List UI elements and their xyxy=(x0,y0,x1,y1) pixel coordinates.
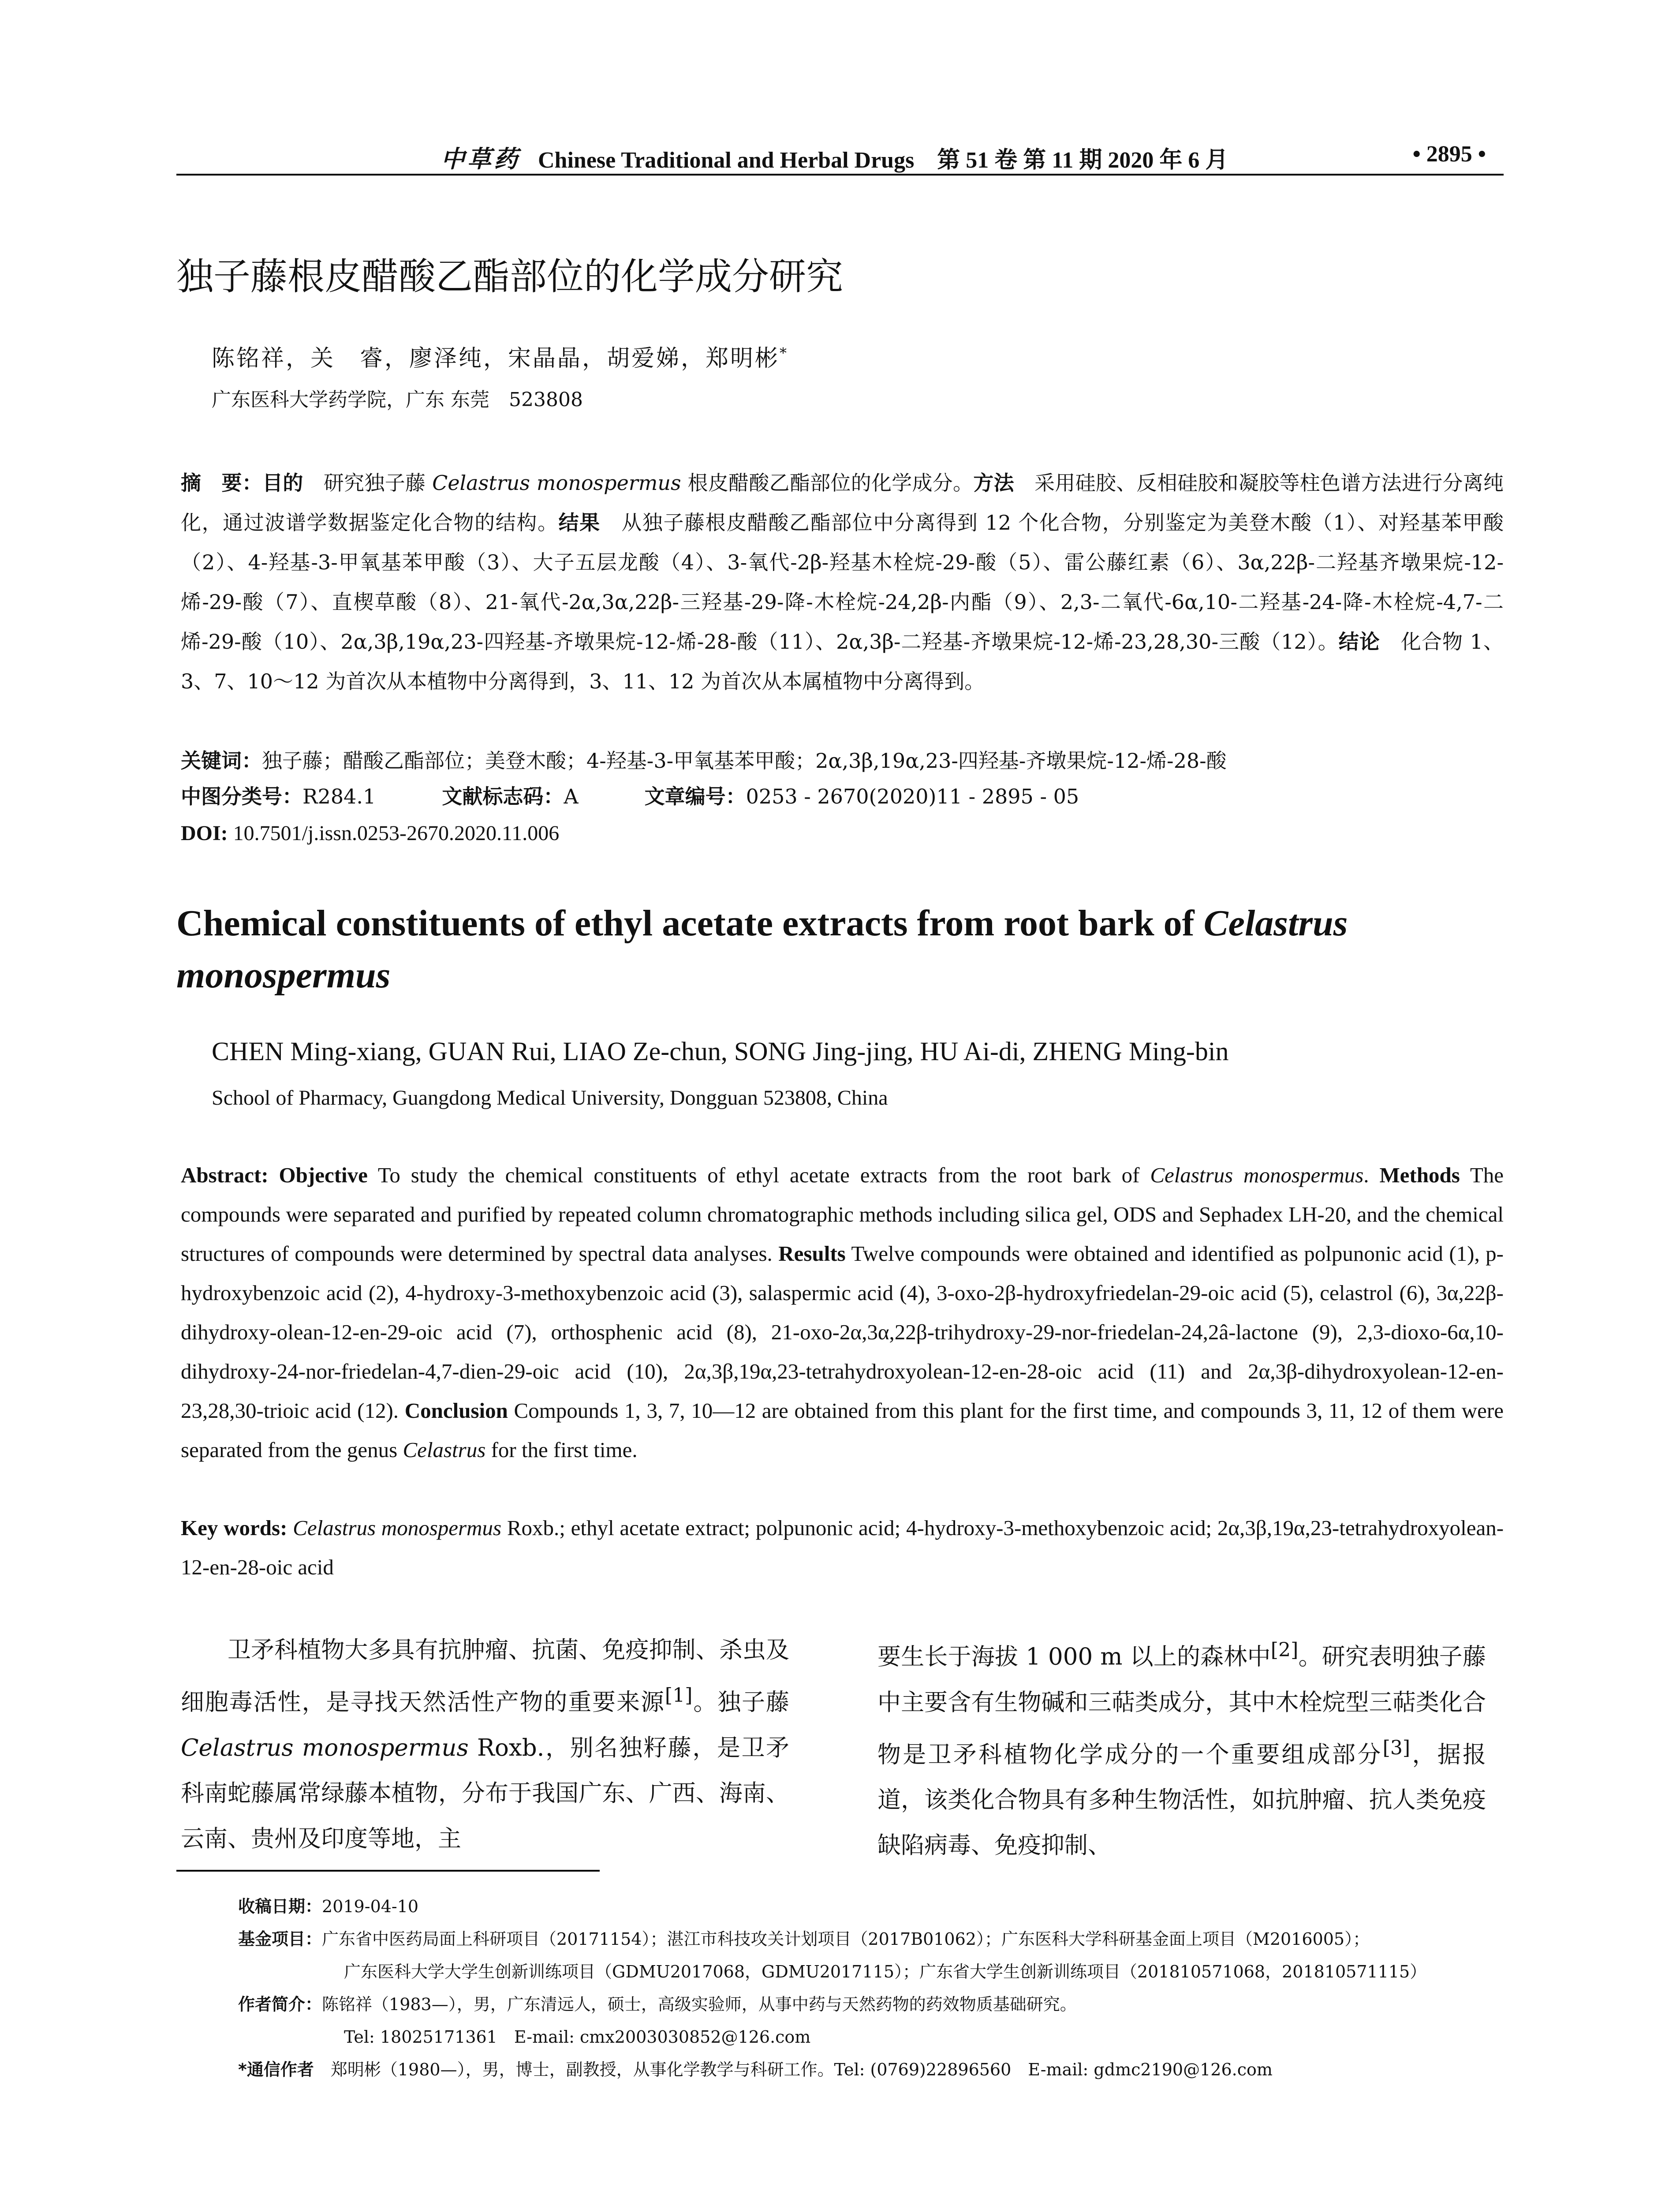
body-text: 要生长于海拔 1 000 m 以上的森林中 xyxy=(877,1643,1271,1671)
body-column-left xyxy=(181,1627,789,1861)
body-text: ，据报道，该类化合物具有多种生物活性，如抗肿瘤、抗人类免疫缺陷病毒、免疫抑制、 xyxy=(877,1741,1486,1859)
english-title-text: Chemical constituents of ethyl acetate extracts from root bark of xyxy=(176,903,1204,944)
chinese-author-list: 陈铭祥，关 睿，廖泽纯，宋晶晶，胡爱娣，郑明彬 xyxy=(212,345,780,372)
en-objective-end: . xyxy=(1363,1163,1369,1187)
chinese-keywords xyxy=(181,741,1504,781)
article-no-value: 0253 - 2670(2020)11 - 2895 - 05 xyxy=(746,785,1079,808)
corresponding-label: *通信作者 xyxy=(238,2060,314,2079)
english-title-species: Celastrus monospermus xyxy=(176,903,1348,996)
footnote-author-contact: Tel: 18025171361 E-mail: cmx2003030852@126.com xyxy=(344,2027,811,2047)
citation-3: [3] xyxy=(1382,1736,1411,1759)
objective-text: 研究独子藤 xyxy=(303,471,433,495)
english-affiliation: School of Pharmacy, Guangdong Medical University, Dongguan 523808, China xyxy=(212,1086,888,1110)
body-text: 。独子藤 xyxy=(692,1689,790,1716)
body-species: Celastrus monospermus xyxy=(181,1734,469,1761)
doc-code-label: 文献标志码： xyxy=(442,785,564,808)
en-objective-species: Celastrus monospermus xyxy=(1150,1163,1364,1187)
chinese-abstract xyxy=(181,463,1504,701)
en-objective-text: To study the chemical constituents of ethyl acetate extracts from the root bark of xyxy=(367,1163,1150,1187)
fund-text: 广东省中医药局面上科研项目（20171154）；湛江市科技攻关计划项目（2017B01062）；广东医科大学科研基金面上项目（M2016005）； xyxy=(322,1929,1370,1949)
conclusion-text: 化合物 1、3、7、10～12 为首次从本植物中分离得到，3、11、12 为首次从本属植物中分离得到。 xyxy=(181,630,1504,693)
en-conclusion-end: for the first time. xyxy=(485,1438,638,1462)
results-text: 从独子藤根皮醋酸乙酯部位中分离得到 12 个化合物，分别鉴定为美登木酸（1）、对羟基苯甲酸（2）、4-羟基-3-甲氧基苯甲酸（3）、大子五层龙酸（4）、3-氧代-2β-羟基木栓烷-29-酸（5）、雷公藤红素（6）、3α,22β-二羟基齐墩果烷-12-烯-29-酸（7）、直楔草酸（8）、21-氧代-2α,3α,22β-三羟基-29-降-木栓烷-24,2β-内酯（9）、2,3-二氧代-6α,10-二羟基-24-降-木栓烷-4,7-二烯-29-酸（10）、2α,3β,19α,23-四羟基-齐墩果烷-12-烯-28-酸（11）、2α,3β-二羟基-齐墩果烷-12-烯-23,28,30-三酸（12）。 xyxy=(181,511,1504,654)
footnote-corresponding xyxy=(238,2056,1273,2080)
corresponding-text: 郑明彬（1980—），男，博士，副教授，从事化学教学与科研工作。Tel: (0769)22896560 E-mail: gdmc2190@126.com xyxy=(314,2060,1273,2079)
fund-label: 基金项目： xyxy=(238,1929,322,1949)
clc-label: 中图分类号： xyxy=(181,785,302,808)
footnote-fund-cont: 广东医科大学大学生创新训练项目（GDMU2017068，GDMU2017115）；广东省大学生创新训练项目（201810571068，201810571115） xyxy=(344,1962,1427,1981)
methods-text: 采用硅胶、反相硅胶和凝胶等柱色谱方法进行分离纯化，通过波谱学数据鉴定化合物的结构。 xyxy=(181,471,1504,534)
doi-label: DOI: xyxy=(181,822,228,845)
english-authors: CHEN Ming-xiang, GUAN Rui, LIAO Ze-chun, SONG Jing-jing, HU Ai-di, ZHENG Ming-bin xyxy=(212,1037,1229,1066)
body-column-right xyxy=(877,1627,1486,1868)
body-text: 卫矛科植物大多具有抗肿瘤、抗菌、免疫抑制、杀虫及细胞毒活性，是寻找天然活性产物的重要来源 xyxy=(181,1637,789,1716)
english-keywords xyxy=(181,1508,1504,1587)
methods-label: 方法 xyxy=(973,471,1014,495)
en-keywords-label: Key words: xyxy=(181,1516,287,1540)
doc-code-value: A xyxy=(564,785,579,808)
received-date: 2019-04-10 xyxy=(322,1897,419,1916)
conclusion-label: 结论 xyxy=(1338,630,1380,654)
chinese-authors xyxy=(212,340,788,373)
article-no-label: 文章编号： xyxy=(644,785,746,808)
footnote-divider xyxy=(176,1870,600,1872)
doi-line xyxy=(181,821,559,845)
chinese-title: 独子藤根皮醋酸乙酯部位的化学成分研究 xyxy=(176,255,844,298)
en-methods-text: The compounds were separated and purified by repeated column chromatographic methods including silica gel, ODS and Sephadex LH-20, and the chemical structures of compounds were determined by spectral data analyses. xyxy=(181,1163,1504,1266)
english-abstract xyxy=(181,1155,1504,1469)
corresponding-mark: * xyxy=(780,344,789,362)
abstract-label: 摘 要： xyxy=(181,471,263,495)
en-results-text: Twelve compounds were obtained and identified as polpunonic acid (1), p-hydroxybenzoic acid (2), 4-hydroxy-3-methoxybenzoic acid (3), salaspermic acid (4), 3-oxo-2β-hydroxyfriedelan-29-oic acid (5), celastrol (6), 3α,22β-dihydroxy-olean-12-en-29-oic acid (7), orthosphenic acid (8), 21-oxo-2α,3α,22β-trihydroxy-29-nor-friedelan-24,2â-lactone (9), 2,3-dioxo-6α,10-dihydroxy-24-nor-friedelan-4,7-dien-29-oic acid (10), 2α,3β,19α,23-tetrahydroxyolean-12-en-28-oic acid (11) and 2α,3β-dihydroxyolean-12-en-23,28,30-trioic acid (12). xyxy=(181,1241,1504,1423)
journal-issue-line: Chinese Traditional and Herbal Drugs 第 51 卷 第 11 期 2020 年 6 月 xyxy=(538,148,1228,173)
en-keywords-text: Roxb.; ethyl acetate extract; polpunonic acid; 4-hydroxy-3-methoxybenzoic acid; 2α,3β,19α,23-tetrahydroxyolean-12-en-28-oic acid xyxy=(181,1516,1504,1579)
keywords-text: 独子藤；醋酸乙酯部位；美登木酸；4-羟基-3-甲氧基苯甲酸；2α,3β,19α,23-四羟基-齐墩果烷-12-烯-28-酸 xyxy=(262,749,1227,773)
en-objective-label: Objective xyxy=(279,1163,368,1187)
en-results-label: Results xyxy=(778,1241,846,1266)
species-name: Celastrus monospermus xyxy=(432,471,681,495)
en-abstract-label: Abstract: xyxy=(181,1163,269,1187)
objective-label: 目的 xyxy=(262,471,303,495)
en-methods-label: Methods xyxy=(1379,1163,1460,1187)
en-keywords-species: Celastrus monospermus xyxy=(287,1516,502,1540)
citation-1: [1] xyxy=(665,1684,693,1707)
author-text: 陈铭祥（1983—），男，广东清远人，硕士，高级实验师，从事中药与天然药物的药效物质基础研究。 xyxy=(322,1995,1077,2014)
keywords-label: 关键词： xyxy=(181,749,262,773)
author-label: 作者简介： xyxy=(238,1995,322,2014)
footnote-received xyxy=(238,1893,418,1917)
body-text: 。研究表明独子藤中主要含有生物碱和三萜类成分，其中木栓烷型三萜类化合物是卫矛科植物化学成分的一个重要组成部分 xyxy=(877,1643,1486,1768)
classification-line xyxy=(181,781,1079,810)
journal-logo: 中草药 xyxy=(441,145,520,173)
footnote-fund xyxy=(238,1925,1370,1950)
results-label: 结果 xyxy=(558,511,601,534)
doi-value: 10.7501/j.issn.0253-2670.2020.11.006 xyxy=(228,822,560,845)
en-conclusion-text: Compounds 1, 3, 7, 10—12 are obtained from this plant for the first time, and compounds 3, 11, 12 of them were separated from the genus xyxy=(181,1398,1504,1462)
clc-value: R284.1 xyxy=(302,785,376,808)
footnote-author xyxy=(238,1991,1077,2015)
body-text: Roxb.，别名独籽藤，是卫矛科南蛇藤属常绿藤本植物，分布于我国广东、广西、海南、云南、贵州及印度等地，主 xyxy=(181,1734,789,1852)
running-header xyxy=(176,140,1504,176)
en-conclusion-genus: Celastrus xyxy=(403,1438,486,1462)
english-title xyxy=(176,897,1508,1002)
citation-2: [2] xyxy=(1270,1639,1299,1661)
en-conclusion-label: Conclusion xyxy=(404,1398,508,1423)
page-number: • 2895 • xyxy=(1412,142,1486,167)
objective-text-end: 根皮醋酸乙酯部位的化学成分。 xyxy=(681,471,974,495)
chinese-affiliation: 广东医科大学药学院，广东 东莞 523808 xyxy=(212,389,583,411)
received-label: 收稿日期： xyxy=(238,1897,322,1916)
